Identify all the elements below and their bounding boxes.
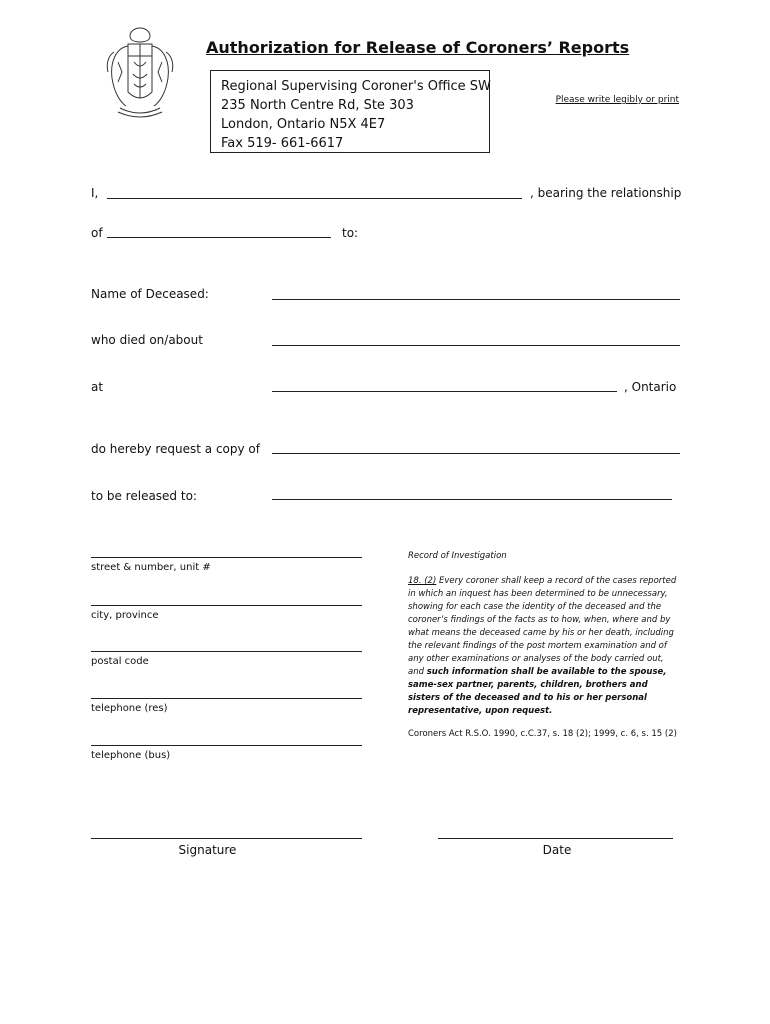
address-line-street: 235 North Centre Rd, Ste 303 <box>221 98 414 113</box>
released-to-label: to be released to: <box>91 489 197 503</box>
postal-code-field[interactable] <box>91 651 362 652</box>
statute-text-bold: such information shall be available to the spouse, same-sex partner, parents, children, brothers and sisters of the deceased and to his or her personal representative, upon request. <box>408 667 667 716</box>
place-of-death-label: at <box>91 380 104 394</box>
of-label: of <box>91 226 103 240</box>
i-label: I, <box>91 186 99 200</box>
statute-section: 18. (2) <box>408 576 437 586</box>
statute-citation: Coroners Act R.S.O. 1990, c.C.37, s. 18 (2); 1999, c. 6, s. 15 (2) <box>408 729 677 739</box>
relationship-label: , bearing the relationship <box>530 186 682 200</box>
requested-document-field[interactable] <box>272 453 680 454</box>
statute-heading: Record of Investigation <box>408 551 507 561</box>
telephone-bus-label: telephone (bus) <box>91 750 171 761</box>
city-province-field[interactable] <box>91 605 362 606</box>
date-field[interactable] <box>438 838 673 839</box>
name-of-deceased-label: Name of Deceased: <box>91 287 209 301</box>
statute-paragraph <box>408 575 680 718</box>
date-label: Date <box>542 843 572 857</box>
released-to-field[interactable] <box>272 499 672 500</box>
telephone-bus-field[interactable] <box>91 745 362 746</box>
telephone-res-label: telephone (res) <box>91 703 168 714</box>
street-label: street & number, unit # <box>91 562 211 573</box>
postal-code-label: postal code <box>91 656 149 667</box>
address-line-fax: Fax 519- 661-6617 <box>221 136 344 151</box>
form-title: Authorization for Release of Coroners’ Reports <box>206 38 630 57</box>
street-field[interactable] <box>91 557 362 558</box>
office-address-box <box>210 70 490 153</box>
request-copy-label: do hereby request a copy of <box>91 442 260 456</box>
to-label: to: <box>342 226 359 240</box>
city-province-label: city, province <box>91 610 159 621</box>
legibility-note: Please write legibly or print <box>555 95 679 105</box>
coat-of-arms-crest <box>100 22 180 122</box>
requester-name-field[interactable] <box>107 198 522 199</box>
signature-field[interactable] <box>91 838 362 839</box>
ontario-label: , Ontario <box>624 380 677 394</box>
telephone-res-field[interactable] <box>91 698 362 699</box>
place-of-death-field[interactable] <box>272 391 617 392</box>
date-of-death-field[interactable] <box>272 345 680 346</box>
address-line-city: London, Ontario N5X 4E7 <box>221 117 386 132</box>
signature-label: Signature <box>178 843 237 857</box>
name-of-deceased-field[interactable] <box>272 299 680 300</box>
statute-text: Every coroner shall keep a record of the cases reported in which an inquest has been determined to be unnecessary, showing for each case the identity of the deceased and the coroner’s findings of the facts as to how, when, where and by what means the deceased came by his or her death, including the relevant findings of the post mortem examination and of any other examinations or analyses of the body carried out, and <box>408 576 677 677</box>
relationship-field[interactable] <box>107 237 331 238</box>
date-of-death-label: who died on/about <box>91 333 203 347</box>
address-line-office: Regional Supervising Coroner's Office SW <box>221 79 491 94</box>
